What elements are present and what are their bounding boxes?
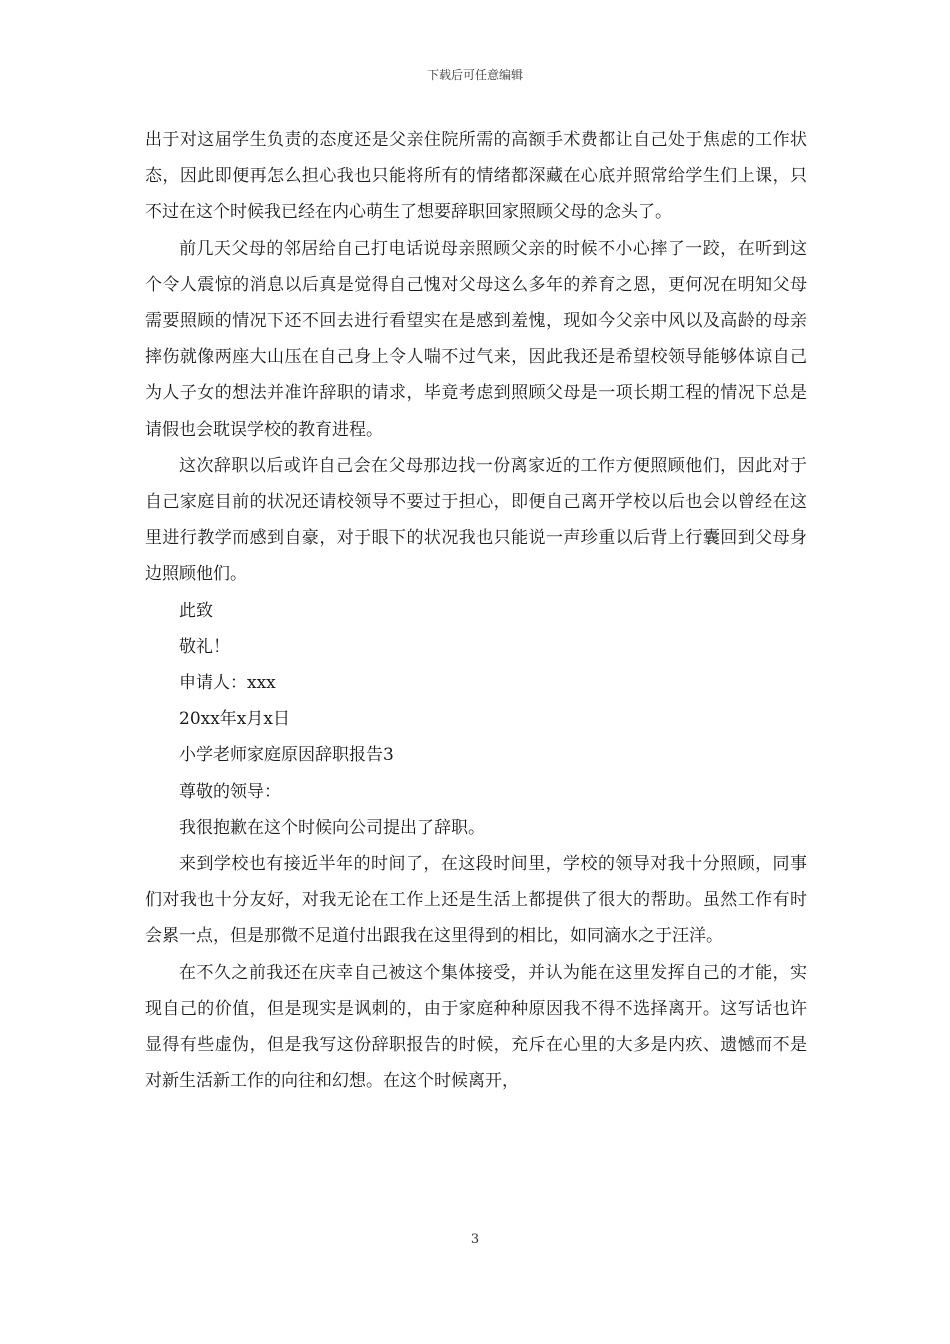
applicant-line: 申请人：xxx (179, 673, 276, 694)
paragraph: 我很抱歉在这个时候向公司提出了辞职。 (179, 817, 485, 838)
page-number: 3 (470, 1232, 480, 1247)
paragraph: 前几天父母的邻居给自己打电话说母亲照顾父亲的时候不小心摔了一跤，在听到这个令人震惊的消息以后真是觉得自己愧对父母这么多年的养育之恩，更何况在明知父母需要照顾的情况下还不回去进行看望实在是感到羞愧，现如今父亲中风以及高龄的母亲摔伤就像两座大山压在自己身上令人喘不过气来，因此我还是希望校领导能够体谅自己为人子女的想法并准许辞职的请求，毕竟考虑到照顾父母是一项长期工程的情况下总是请假也会耽误学校的教育进程。 (145, 238, 807, 440)
paragraph: 在不久之前我还在庆幸自己被这个集体接受，并认为能在这里发挥自己的才能，实现自己的价值，但是现实是讽刺的，由于家庭种种原因我不得不选择离开。这写话也许显得有些虚伪，但是我写这份辞职报告的时候，充斥在心里的大多是内疚、遗憾而不是对新生活新工作的向往和幻想。在这个时候离开， (145, 962, 807, 1092)
salutation-line: 敬礼！ (179, 636, 230, 657)
section-title: 小学老师家庭原因辞职报告3 (179, 745, 394, 766)
document-body (145, 122, 807, 1099)
paragraph-continued: 出于对这届学生负责的态度还是父亲住院所需的高额手术费都让自己处于焦虑的工作状态，因此即便再怎么担心我也只能将所有的情绪都深藏在心底并照常给学生们上课，只不过在这个时候我已经在内心萌生了想要辞职回家照顾父母的念头了。 (145, 130, 807, 223)
date-line: 20xx年x月x日 (179, 709, 290, 730)
paragraph: 来到学校也有接近半年的时间了，在这段时间里，学校的领导对我十分照顾，同事们对我也十分友好，对我无论在工作上还是生活上都提供了很大的帮助。虽然工作有时会累一点，但是那微不足道付出跟我在这里得到的相比，如同滴水之于汪洋。 (145, 854, 807, 947)
header-note: 下载后可任意编辑 (426, 68, 523, 82)
closing-line: 此致 (179, 600, 213, 621)
paragraph: 这次辞职以后或许自己会在父母那边找一份离家近的工作方便照顾他们，因此对于自己家庭目前的状况还请校领导不要过于担心，即便自己离开学校以后也会以曾经在这里进行教学而感到自豪，对于眼下的状况我也只能说一声珍重以后背上行囊回到父母身边照顾他们。 (145, 455, 807, 585)
greeting-line: 尊敬的领导： (179, 781, 281, 802)
